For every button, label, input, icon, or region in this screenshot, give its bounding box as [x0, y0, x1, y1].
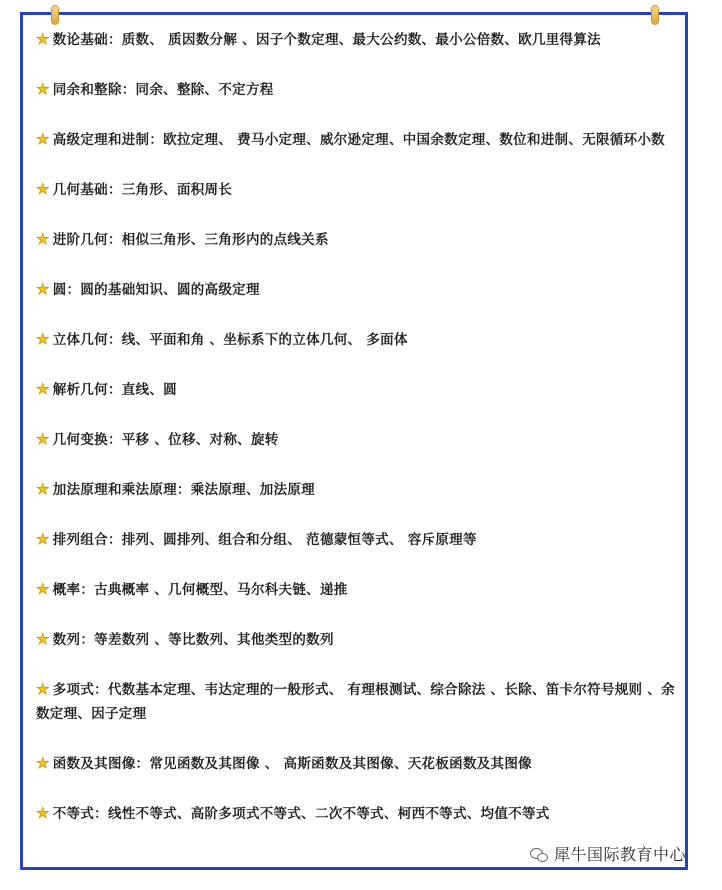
watermark-text: 犀牛国际教育中心 — [554, 845, 687, 864]
list-item — [36, 751, 676, 776]
list-item — [36, 627, 676, 652]
item-text: 数列：等差数列 、等比数列、其他类型的数列 — [52, 632, 334, 648]
star-icon: ★ — [36, 80, 50, 98]
list-item — [36, 227, 676, 252]
item-text: 几何基础：三角形、面积周长 — [52, 182, 233, 198]
item-text: 立体几何：线、平面和角 、坐标系下的立体几何、 多面体 — [52, 332, 408, 348]
list-item — [36, 27, 676, 52]
item-text: 进阶几何：相似三角形、三角形内的点线关系 — [52, 232, 329, 248]
star-icon: ★ — [36, 280, 50, 298]
wechat-icon — [530, 847, 548, 861]
list-item — [36, 127, 676, 152]
star-icon: ★ — [36, 804, 50, 822]
pin-icon — [51, 5, 59, 25]
star-icon: ★ — [36, 430, 50, 448]
item-text: 不等式：线性不等式、高阶多项式不等式、二次不等式、柯西不等式、均值不等式 — [52, 806, 550, 822]
list-item — [36, 577, 676, 602]
item-text: 同余和整除：同余、整除、不定方程 — [52, 82, 274, 98]
list-item — [36, 677, 676, 726]
item-text: 函数及其图像：常见函数及其图像 、 高斯函数及其图像、天花板函数及其图像 — [52, 756, 532, 772]
item-text: 解析几何：直线、圆 — [52, 382, 177, 398]
star-icon: ★ — [36, 630, 50, 648]
star-icon: ★ — [36, 30, 50, 48]
list-item — [36, 177, 676, 202]
list-item — [36, 77, 676, 102]
item-text: 排列组合：排列、圆排列、组合和分组、 范德蒙恒等式、 容斥原理等 — [52, 532, 477, 548]
watermark — [530, 842, 686, 865]
list-item — [36, 477, 676, 502]
star-icon: ★ — [36, 530, 50, 548]
item-text: 数论基础：质数、 质因数分解 、因子个数定理、最大公约数、最小公倍数、欧几里得算法 — [52, 32, 601, 48]
list-item — [36, 427, 676, 452]
star-icon: ★ — [36, 230, 50, 248]
star-icon: ★ — [36, 754, 50, 772]
star-icon: ★ — [36, 680, 50, 698]
topic-list — [36, 27, 676, 851]
star-icon: ★ — [36, 380, 50, 398]
item-text: 几何变换：平移 、位移、对称、旋转 — [52, 432, 279, 448]
list-item — [36, 801, 676, 826]
star-icon: ★ — [36, 180, 50, 198]
item-text: 高级定理和进制：欧拉定理、 费马小定理、威尔逊定理、中国余数定理、数位和进制、无限循环小数 — [52, 132, 665, 148]
item-text: 圆：圆的基础知识、圆的高级定理 — [52, 282, 260, 298]
star-icon: ★ — [36, 580, 50, 598]
pin-icon — [651, 5, 659, 25]
list-item — [36, 277, 676, 302]
item-text: 加法原理和乘法原理：乘法原理、加法原理 — [52, 482, 315, 498]
list-item — [36, 377, 676, 402]
star-icon: ★ — [36, 480, 50, 498]
list-item — [36, 327, 676, 352]
star-icon: ★ — [36, 330, 50, 348]
item-text: 多项式：代数基本定理、韦达定理的一般形式、 有理根测试、综合除法 、长除、笛卡尔符号规则 、余数定理、因子定理 — [36, 682, 675, 722]
item-text: 概率：古典概率 、几何概型、马尔科夫链、递推 — [52, 582, 348, 598]
star-icon: ★ — [36, 130, 50, 148]
list-item — [36, 527, 676, 552]
